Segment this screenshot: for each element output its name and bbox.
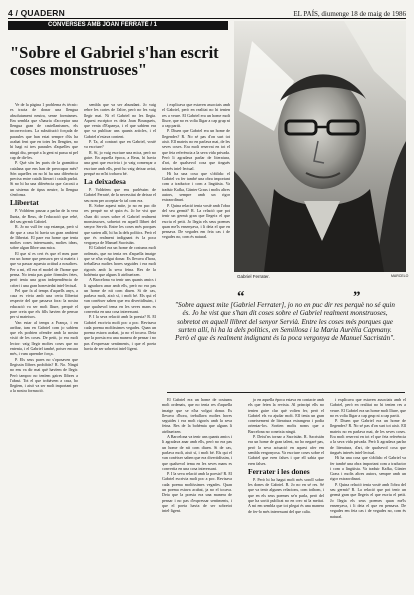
dateline: EL PAÍS, diumenge 18 de maig de 1986 (293, 10, 406, 18)
portrait-image (234, 21, 406, 272)
col3-para: P. Quina relació tenia vostè amb l'obra del seu germà? R. La relació que pot tenir un germà gran que llegeix el que escriu el petit. Jo llegia els seus poemes quan me'ls ensenyava, i li deia el que en pensava. De vegades em feia cas i de vegades no, com és natural. (162, 202, 230, 240)
column-2 (84, 102, 156, 589)
page-header (8, 6, 406, 19)
col1-para: El que sí es cert és que el meu pare era un home que pensava per si mateix i que va passar aquesta actitud a nosaltres. Per a mi, ell era el model de l'home que pensa. No tenia pas gaire fórmules fetes, però tenia una gran independència de criteri i una gran honestedat intel·lectual. (10, 250, 78, 288)
section-label: 4 / QUADERN (8, 8, 65, 18)
pull-quote (165, 290, 405, 342)
col4-para: P. Però hi ha hagut molt més soroll sobre les dones de Gabriel. R. Jo no en sé res. Sé que va tenir algunes relacions, com tothom, i que en els seus poemes se'n parla, però del que ha sortit publicat no en crec ni la meitat. A mi em sembla que tot plegat és una manera de fer-lo més interessant del que calia. (248, 476, 324, 514)
col1-para: P. Els seus pares no s'oposaven que llegissin llibres prohibits? R. No. Ningú no ens va dir mai què havíem de llegir. Però tampoc no teníem gaires llibres a l'abast. Tot el que trobàvem a casa, ho llegíem, i això va ser molt important per a la nostra formació. (10, 356, 78, 394)
open-quote-mark: “ (237, 289, 245, 305)
portrait-photo (234, 21, 406, 272)
col1-para: P. Voldríem passar a parlar de la vera llunta, de Reus, de l'educació que rebé, del seu germà Gabriel. (10, 208, 78, 224)
col3-para: i explicava que estaven associats amb el Gabriel, però en realitat no hi tenien res a veure. El Gabriel era un home molt lliure, que no es volia lligar a cap grup ni a cap partit. (162, 102, 230, 129)
col2-para: sembla que va ser abundant. Jo vaig rebre les cartes de l'altre, però no les vaig llegir mai. Ni el Gabriel no les llegia. Aquest escriptor es deia Joan Bousquets, que venia d'Espanya, i el que sabíem era que va publicar uns quants articles, i el Gabriel n'estava content. (84, 102, 156, 139)
divider (167, 392, 405, 393)
col5-para: P. Quina relació tenia vostè amb l'obra del seu germà? R. La relació que pot tenir un germà gran que llegeix el que escriu el petit. Jo llegia els seus poemes quan me'ls ensenyava, i li deia el que en pensava. De vegades em feia cas i de vegades no, com és natural. (330, 481, 406, 519)
photo-caption: Gabriel Ferrater. (237, 274, 270, 279)
col1-para: Pel que fa al temps d'aquells anys, a casa es vivia amb una certa llibertat respecte del que passava fora: la nostra educació va ser molt lliure, perquè el pare creia que els fills havien de pensar per si mateixos. (10, 287, 78, 320)
col4-para: jo en aquella època estava en contacte amb els que feien la revista. Al principi ells no tenien gaire clar què volien fer, però el Gabriel els va ajudar molt. Ell tenia un gran coneixement de literatura estrangera i podia orientar-los. Sortien molts noms que a Barcelona no coneixia ningú. (248, 397, 324, 434)
col2-para: A Barcelona va tenir uns quants amics i li agradava anar amb ells, però no era pas un home de nit com diuen. Si de cas, parlava molt, això sí, i molt bé. Els qui el van conèixer saben que era divertidíssim, i que qualsevol tema en les seves mans es convertia en una cosa interessant. (84, 277, 156, 314)
col3b-para: P. I la seva relació amb la poesia? R. El Gabriel escrivia molt poc a poc. Revisava cada poema moltíssimes vegades. Quan un poema estava acabat, ja no el tocava. Deia que la poesia era una manera de pensar i no pas d'expressar sentiments, i que el poeta havia de ser sobretot intel·ligent. (162, 471, 232, 514)
col4-subhead: Ferrater i les dones (248, 466, 310, 476)
column-5 (330, 397, 406, 589)
column-3-bottom (162, 397, 232, 589)
col2-para: P. Voldríem que ens parléssim de Gabriel Ferraté, de la necessitat de deixar el seu nom per acceptar-lo tal com era. (84, 187, 156, 203)
col2-para: R. Sí, jo vaig escriure una mica, però no gaire. En aquella època, a Reus, hi havia una gent que escrivia i jo vaig començar a escriure amb ells, però ho vaig deixar aviat, perquè no m'hi trobava bé. (84, 149, 156, 176)
column-1 (10, 102, 78, 589)
col3b-para: A Barcelona va tenir uns quants amics i li agradava anar amb ells, però no era pas un home de nit com diuen. Si de cas, parlava molt, això sí, i molt bé. Els qui el van conèixer saben que era divertidíssim, i que qualsevol tema en les seves mans es convertia en una cosa interessant. (162, 434, 232, 471)
col5-para: P. Diuen que Gabriel era un home de llegendes? R. No sé pas d'on surt tot això. Ell mateix no en parlava mai, de les seves coses. Era molt reservat en tot el que feia referència a la seva vida privada. Però li agradava parlar de literatura, d'art, de qualsevol cosa que tingués interès intel·lectual. (330, 418, 406, 455)
kicker-bar: CONVERSES AMB JOAN FERRATÉ / 1 (8, 21, 228, 30)
col2-para: P. I la seva relació amb la poesia? R. El Gabriel escrivia molt poc a poc. Revisava cada poema moltíssimes vegades. Quan un poema estava acabat, ja no el tocava. Deia que la poesia era una manera de pensar i no pas d'expressar sentiments, i que el poeta havia de ser sobretot intel·ligent. (84, 314, 156, 352)
col1-subhead: Llibertat (10, 198, 39, 208)
col3-para: P. Diuen que Gabriel era un home de llegendes? R. No sé pas d'on surt tot això. Ell mateix no en parlava mai, de les seves coses. Era molt reservat en tot el que feia referència a la seva vida privada. Però li agradava parlar de literatura, d'art, de qualsevol cosa que tingués interès intel·lectual. (162, 128, 230, 171)
col2-para: P. Ta, al contrari que en Gabriel, vostè va escriure? (84, 139, 156, 150)
pull-quote-text: "Sobre aquest mite [Gabriel Ferrater], jo no en puc dir res perquè no sé quin és. Jo he vist que s'han dit coses sobre el Gabriel realment monstruoses, sobretot en aquell llibret del senyor Servià. Entre les coses més porques que surten allí, hi ha la dels polítics, en Semillosa i la Maria Aurèlia Capmany. Però el que és realment indignant és la poca vergonya de Manuel Sacristán". (175, 301, 395, 343)
column-3-top (162, 102, 230, 287)
col3b-para: El Gabriel era un home de costums molt ordenats, que no tenia res d'aquella imatge que se n'ha volgut donar. Es llevava d'hora, treballava moltes hores seguides i era molt rigorós amb la seva feina. Res de la bohèmia que alguns li atribueixen. (162, 397, 232, 434)
col5-para: i explicava que estaven associats amb el Gabriel, però en realitat no hi tenien res a veure. El Gabriel era un home molt lliure, que no es volia lligar a cap grup ni a cap partit. (330, 397, 406, 418)
col4-para: P. Deixi'ns tornar a Sacristán. R. Sacristán era un home de gran talent, no ho negaré pas, però la seva actuació en aquest afer em sembla vergonyosa. Va escriure coses sobre el Gabriel que eren falses i que ell sabia que eren falses. (248, 434, 324, 466)
col1-para: Ve de la pàgina 1 problema és tècnic: es tracta de donar una llengua absolutament neutra, sense formismes. Em sembla que s'hauria d'acceptar una llengua gran de castellanismes, els incorreccions. La substitució forçada de paraules que han estat sempre d'ús ha acabat fent que en totes les llengües, no hi hagi ni tres paraules d'aquelles que ningú diu, perquè a la gent ni passa ni pel cap de dir-les. (10, 102, 78, 160)
close-quote-mark: ” (353, 289, 361, 305)
photo-credit: MARCELO (391, 274, 409, 278)
col5-para: Hi ha una cosa que s'oblida: el Gabriel va fer també una obra important com a traductor i com a lingüista. Va traduir Kafka, Günter Grass i molts altres autors, sempre amb un rigor extraordinari. (330, 455, 406, 482)
col3-para: Hi ha una cosa que s'oblida: el Gabriel va fer també una obra important com a traductor i com a lingüista. Va traduir Kafka, Günter Grass i molts altres autors, sempre amb un rigor extraordinari. (162, 170, 230, 203)
col2-para: El Gabriel era un home de costums molt ordenats, que no tenia res d'aquella imatge que se n'ha volgut donar. Es llevava d'hora, treballava moltes hores seguides i era molt rigorós amb la seva feina. Res de la bohèmia que alguns li atribueixen. (84, 245, 156, 277)
col1-para: R. Jo no vull fer cap estampa, però sí dir que a casa hi havia un gran ambient de llibertat. El pare era home que tenia moltes coses interessants, moltes ideas, sobre algun llibre una mica. (10, 224, 78, 251)
headline: "Sobre el Gabriel s'han escrit coses monstruoses" (10, 43, 219, 79)
col1-para: P. Què són les parts de la gramàtica catalana que ens han de preocupar més? Són aquelles on no hi ha una diferència precisa entre català literari i català parlat. Si no hi ha una diferència que s'acosti a un sistema de tipus neutre, la llengua s'enfonsa. (10, 160, 78, 198)
column-4 (248, 397, 324, 589)
col2-para: R. Sobre aquest mite, jo no en puc dir res perquè no sé quin és. Jo he vist que s'han dit coses sobre el Gabriel realment monstruoses, sobretot en aquell llibret del senyor Servià. Entre les coses més porques que surten allí, hi ha la dels polítics. Però el que és realment indignant és la poca vergonya de Manuel Sacristán. (84, 203, 156, 246)
col2-subhead: La deixadesa (84, 177, 126, 187)
col1-para: Van estar al temps a França, i en arribar, tam en Gabriel com jo sabíem que els podrien ofendre amb la nostra visió de les coses. De petit, jo era molt lector: vaig llegir moltes coses que no entenia, i el Gabriel també, potser encara més, i vam aprendre força. (10, 319, 78, 357)
